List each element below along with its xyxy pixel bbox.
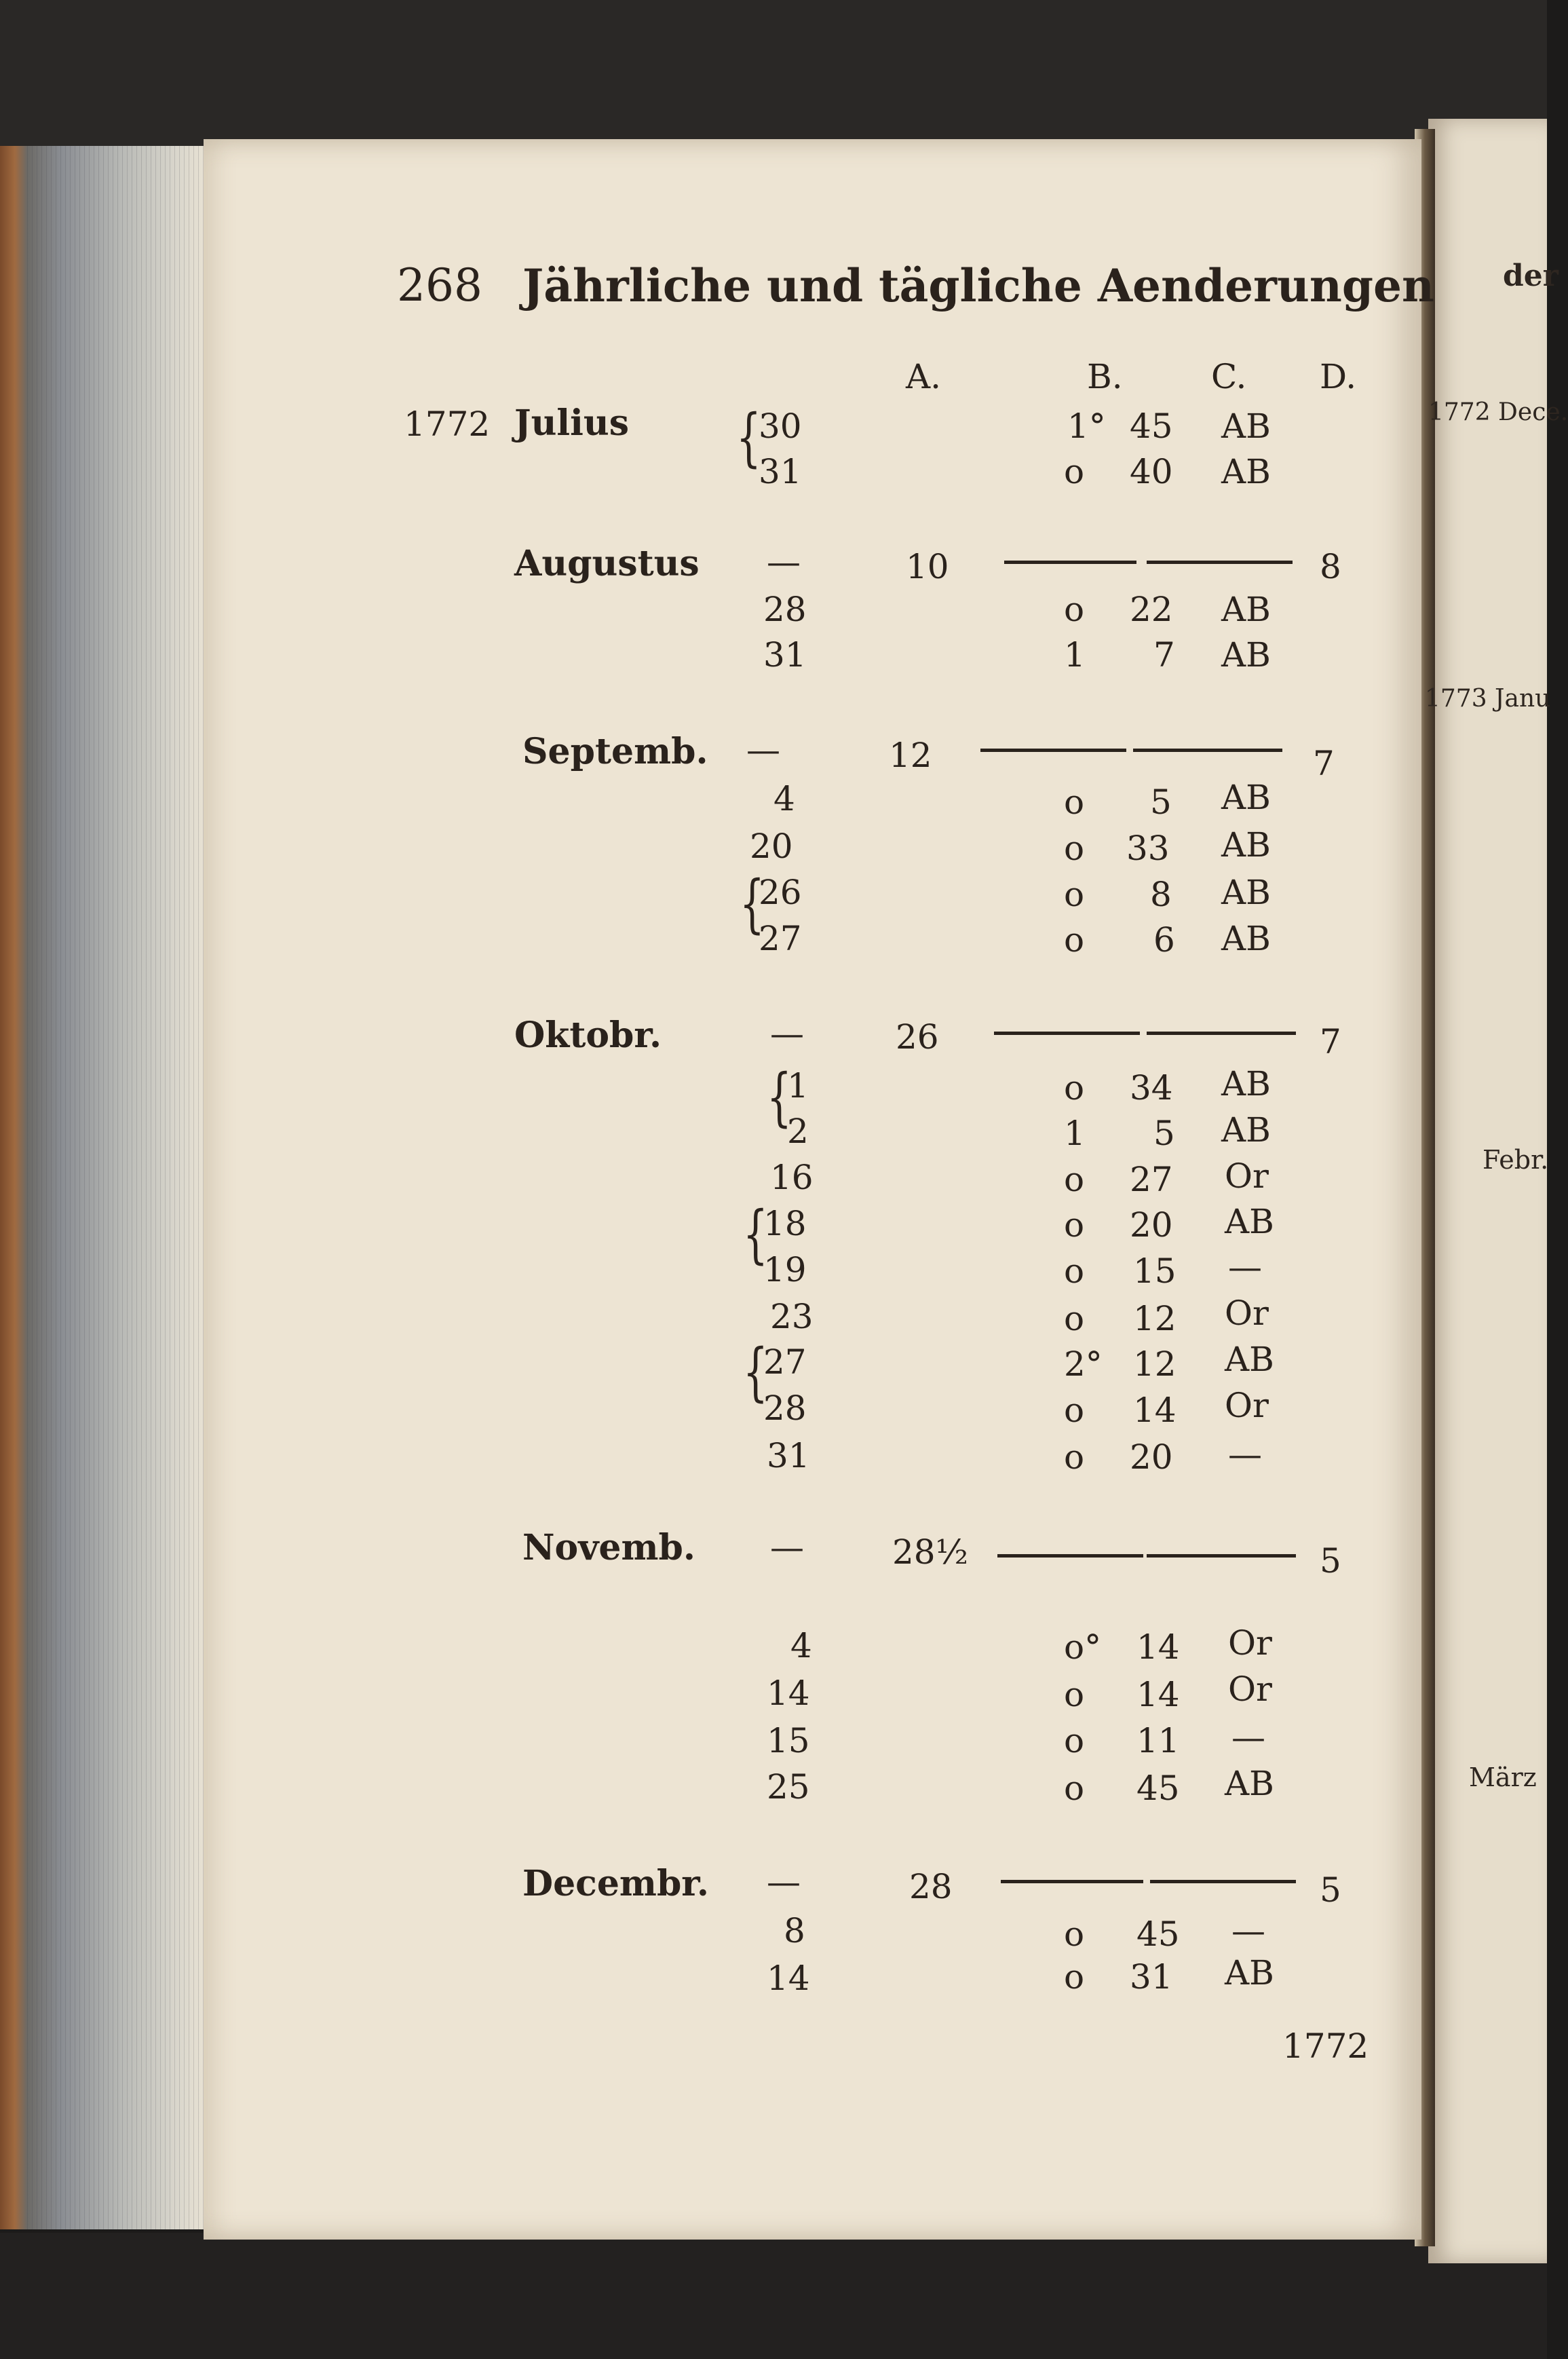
day-cell: 31	[763, 635, 807, 675]
minute-cell: 14	[1136, 1675, 1180, 1714]
month-label: Novemb.	[522, 1527, 695, 1568]
c-cell: AB	[1225, 1202, 1274, 1241]
degree-cell: o	[1064, 782, 1085, 822]
minute-cell: 5	[1153, 1114, 1175, 1153]
day-cell: 2	[787, 1112, 809, 1151]
dash-cell: —	[770, 1014, 804, 1053]
minute-cell: 45	[1136, 1769, 1180, 1808]
degree-cell: o	[1064, 452, 1085, 491]
minute-cell: 11	[1136, 1721, 1180, 1760]
c-cell: —	[1231, 1911, 1265, 1950]
facing-page-entry: 1773 Janu	[1425, 685, 1551, 713]
c-cell: —	[1228, 1247, 1262, 1287]
day-cell: 20	[750, 827, 793, 866]
c-cell: AB	[1221, 590, 1271, 629]
minute-cell: 7	[1153, 635, 1175, 675]
c-cell: AB	[1225, 1340, 1274, 1379]
c-cell: AB	[1225, 1953, 1274, 1993]
minute-cell: 15	[1133, 1251, 1177, 1291]
minute-cell: 31	[1130, 1957, 1173, 1997]
rule-line	[1150, 1880, 1296, 1883]
month-label: Augustus	[514, 543, 700, 584]
rule-line	[997, 1554, 1143, 1558]
degree-cell: 1	[1064, 635, 1086, 675]
rule-line	[1147, 1032, 1296, 1035]
catchword: 1772	[1282, 2026, 1369, 2066]
minute-cell: 20	[1130, 1437, 1173, 1477]
degree-cell: o°	[1064, 1627, 1102, 1667]
facing-page-entry: Febr.	[1483, 1145, 1549, 1175]
degree-cell: o	[1064, 875, 1085, 914]
rule-line	[1133, 749, 1282, 752]
minute-cell: 14	[1133, 1391, 1177, 1430]
d-value: 7	[1320, 1022, 1341, 1061]
dash-cell: —	[746, 730, 780, 770]
c-cell: Or	[1225, 1156, 1269, 1196]
facing-page-entry: 1772 Dece.	[1428, 398, 1568, 426]
degree-cell: o	[1064, 1957, 1085, 1997]
day-cell: 8	[784, 1911, 805, 1950]
degree-cell: o	[1064, 1675, 1085, 1714]
day-cell: 16	[770, 1158, 814, 1197]
degree-cell: o	[1064, 1068, 1085, 1108]
minute-cell: 45	[1130, 407, 1173, 446]
day-cell: 31	[759, 452, 802, 491]
bracket-icon: {	[743, 1197, 768, 1271]
dash-cell: —	[767, 542, 801, 582]
degree-cell: o	[1064, 1391, 1085, 1430]
page-title: Jährliche und tägliche Aenderungen	[522, 259, 1435, 312]
day-cell: 28	[763, 590, 807, 629]
rule-line	[994, 1032, 1140, 1035]
minute-cell: 6	[1153, 920, 1175, 960]
column-header-b: B.	[1087, 357, 1123, 396]
c-cell: Or	[1228, 1623, 1272, 1663]
degree-cell: o	[1064, 1437, 1085, 1477]
degree-cell: o	[1064, 1299, 1085, 1338]
page-edge-texture	[27, 146, 204, 2229]
a-value: 10	[906, 547, 949, 586]
d-value: 8	[1320, 547, 1341, 586]
degree-cell: o	[1064, 1205, 1085, 1245]
c-cell: AB	[1221, 1064, 1271, 1103]
minute-cell: 8	[1150, 875, 1172, 914]
c-cell: AB	[1221, 825, 1271, 865]
dash-cell: —	[770, 1528, 804, 1567]
d-value: 7	[1313, 744, 1335, 783]
column-header-d: D.	[1320, 357, 1357, 396]
bracket-icon: {	[767, 1060, 792, 1134]
minute-cell: 34	[1130, 1068, 1173, 1108]
c-cell: —	[1231, 1718, 1265, 1757]
bracket-icon: {	[743, 1335, 768, 1409]
c-cell: AB	[1221, 452, 1271, 491]
d-value: 5	[1320, 1541, 1341, 1581]
rule-line	[1001, 1880, 1143, 1883]
rule-line	[980, 749, 1126, 752]
day-cell: 27	[759, 919, 802, 958]
c-cell: AB	[1221, 1110, 1271, 1150]
column-header-a: A.	[906, 357, 942, 396]
degree-cell: 2°	[1064, 1344, 1103, 1384]
page-number: 268	[397, 259, 482, 312]
rule-line	[1147, 561, 1293, 564]
rule-line	[1147, 1554, 1296, 1558]
minute-cell: 22	[1130, 590, 1173, 629]
day-cell: 31	[767, 1436, 810, 1475]
degree-cell: o	[1064, 1914, 1085, 1954]
minute-cell: 20	[1130, 1205, 1173, 1245]
month-label: Septemb.	[522, 731, 708, 772]
day-cell: 4	[773, 779, 795, 818]
day-cell: 1	[787, 1066, 809, 1106]
minute-cell: 40	[1130, 452, 1173, 491]
day-cell: 26	[759, 873, 802, 912]
background-bottom	[0, 2233, 1547, 2359]
day-cell: 30	[759, 407, 802, 446]
minute-cell: 45	[1136, 1914, 1180, 1954]
degree-cell: 1°	[1067, 407, 1106, 446]
minute-cell: 12	[1133, 1344, 1177, 1384]
minute-cell: 12	[1133, 1299, 1177, 1338]
day-cell: 28	[763, 1389, 807, 1428]
degree-cell: o	[1064, 1769, 1085, 1808]
month-label: Oktobr.	[514, 1015, 662, 1056]
a-value: 28	[909, 1867, 953, 1906]
facing-page-header: der	[1503, 259, 1559, 293]
c-cell: AB	[1221, 919, 1271, 958]
c-cell: Or	[1225, 1386, 1269, 1425]
minute-cell: 5	[1150, 782, 1172, 822]
degree-cell: o	[1064, 920, 1085, 960]
minute-cell: 14	[1136, 1627, 1180, 1667]
degree-cell: o	[1064, 829, 1085, 868]
day-cell: 25	[767, 1767, 810, 1807]
c-cell: AB	[1221, 635, 1271, 675]
degree-cell: o	[1064, 1251, 1085, 1291]
degree-cell: o	[1064, 1721, 1085, 1760]
day-cell: 14	[767, 1674, 810, 1713]
c-cell: AB	[1221, 407, 1271, 446]
degree-cell: o	[1064, 1160, 1085, 1199]
day-cell: 14	[767, 1959, 810, 1998]
c-cell: Or	[1228, 1669, 1272, 1709]
degree-cell: o	[1064, 590, 1085, 629]
c-cell: AB	[1221, 873, 1271, 912]
a-value: 26	[896, 1017, 939, 1057]
day-cell: 15	[767, 1721, 810, 1760]
month-label: Decembr.	[522, 1863, 710, 1904]
facing-page-entry: März	[1469, 1762, 1537, 1792]
day-cell: 19	[763, 1250, 807, 1289]
d-value: 5	[1320, 1870, 1341, 1910]
c-cell: Or	[1225, 1294, 1269, 1333]
rule-line	[1004, 561, 1136, 564]
minute-cell: 33	[1126, 829, 1170, 868]
year-label: 1772	[404, 404, 491, 444]
bracket-icon: {	[736, 400, 761, 474]
a-value: 28½	[892, 1532, 969, 1572]
facing-page	[1428, 119, 1547, 2263]
degree-cell: 1	[1064, 1114, 1086, 1153]
dash-cell: —	[767, 1862, 801, 1902]
c-cell: —	[1228, 1435, 1262, 1474]
minute-cell: 27	[1130, 1160, 1173, 1199]
day-cell: 23	[770, 1297, 814, 1336]
c-cell: AB	[1225, 1764, 1274, 1803]
c-cell: AB	[1221, 778, 1271, 817]
day-cell: 18	[763, 1204, 807, 1243]
background-top	[0, 0, 1547, 156]
month-label: Julius	[514, 402, 629, 444]
a-value: 12	[889, 736, 932, 775]
day-cell: 27	[763, 1342, 807, 1382]
column-header-c: C.	[1211, 357, 1247, 396]
day-cell: 4	[790, 1626, 812, 1665]
bracket-icon: {	[740, 867, 765, 941]
